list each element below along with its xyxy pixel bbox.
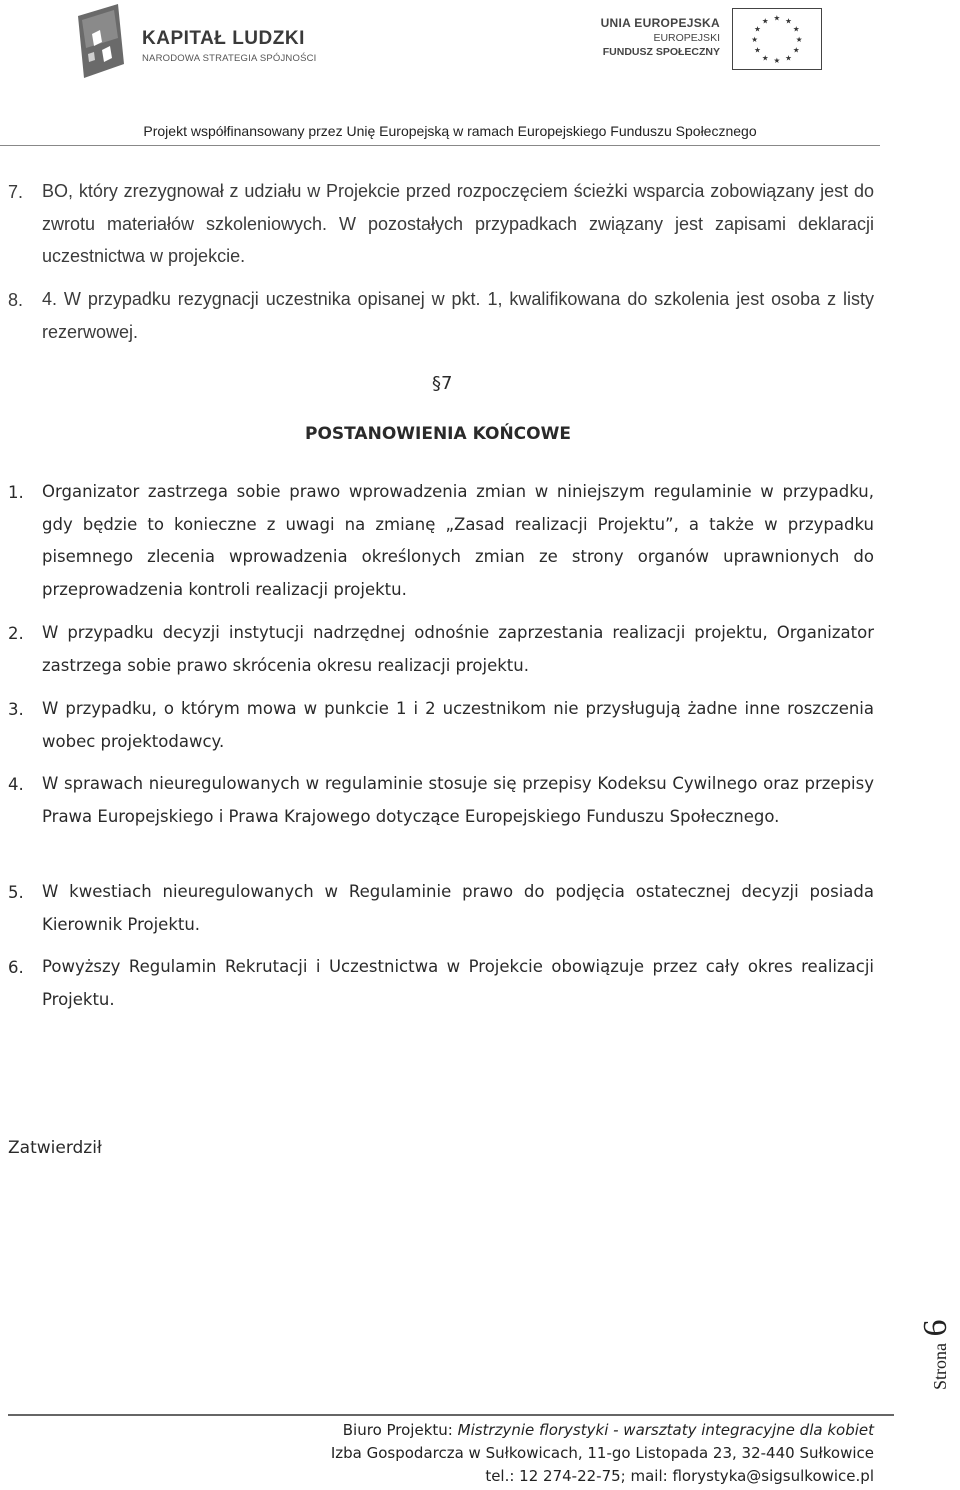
page-header — [0, 0, 960, 150]
svg-text:★: ★ — [785, 53, 793, 63]
svg-text:★: ★ — [795, 34, 803, 44]
footer-office-label: Biuro Projektu: — [342, 1421, 453, 1439]
list-item-number: 8. — [8, 290, 24, 310]
section-title: POSTANOWIENIA KOŃCOWE — [305, 424, 571, 444]
svg-text:★: ★ — [751, 34, 759, 44]
eu-logo-text — [601, 16, 720, 58]
svg-text:★: ★ — [773, 13, 781, 23]
list-item-number: 6. — [8, 958, 24, 977]
svg-text:★: ★ — [754, 24, 762, 34]
eu-logo — [600, 8, 822, 72]
list-item-number: 3. — [8, 700, 24, 719]
svg-text:Strona 6 — [917, 1320, 954, 1391]
kapital-ludzki-logo — [78, 4, 318, 78]
cofinancing-note: Projekt współfinansowany przez Unię Europejską w ramach Europejskiego Funduszu Społecznego — [143, 123, 757, 139]
svg-text:★: ★ — [754, 45, 762, 55]
svg-text:★: ★ — [761, 16, 769, 26]
list-item-text: Powyższy Regulamin Rekrutacji i Uczestnictwa w Projekcie obowiązuje przez cały okres realizacji Projektu. — [42, 957, 874, 1009]
eu-flag-icon — [732, 8, 822, 70]
footer-divider — [8, 1414, 894, 1416]
list-item-text: W przypadku, o którym mowa w punkcie 1 i 2 uczestnikom nie przysługują żadne inne roszczenia wobec projektodawcy. — [42, 699, 874, 751]
eu-logo-line1: UNIA EUROPEJSKA — [600, 16, 720, 30]
list-item-text: Organizator zastrzega sobie prawo wprowadzenia zmian w niniejszym regulaminie w przypadku, gdy będzie to konieczne z uwagi na zmianę „Zasad realizacji Projektu”, a także w przypadku pisemnego zlecenia wprowadzenia określonych zmian ze strony organów uprawnionych do przeprowadzenia kontroli realizacji projektu. — [42, 482, 874, 599]
list-item-number: 5. — [8, 883, 24, 902]
list-item-number: 7. — [8, 182, 24, 202]
list-item-text: BO, który zrezygnował z udziału w Projekcie przed rozpoczęciem ścieżki wsparcia zobowiązany jest do zwrotu materiałów szkoleniowych. W pozostałych przypadkach związany jest zapisami deklaracji uczestnictwa w projekcie. — [42, 181, 874, 266]
header-divider — [0, 145, 880, 146]
page-number-label — [902, 1300, 960, 1400]
eu-logo-line2: EUROPEJSKI — [653, 32, 720, 44]
kapital-ludzki-subtitle: NARODOWA STRATEGIA SPÓJNOŚCI — [142, 53, 317, 64]
footer-contact: tel.: 12 274-22-75; mail: florystyka@sigsulkowice.pl — [485, 1467, 874, 1485]
footer-project-line — [343, 1421, 874, 1439]
svg-text:★: ★ — [761, 53, 769, 63]
svg-text:★: ★ — [792, 24, 800, 34]
list-item-number: 1. — [8, 483, 24, 502]
kapital-ludzki-emblem-icon — [78, 4, 124, 78]
list-item-number: 2. — [8, 624, 24, 643]
list-item-text: W przypadku decyzji instytucji nadrzędnej odnośnie zaprzestania realizacji projektu, Organizator zastrzega sobie prawo skrócenia okresu realizacji projektu. — [42, 623, 874, 675]
svg-text:★: ★ — [773, 56, 781, 66]
kapital-ludzki-title: KAPITAŁ LUDZKI — [142, 28, 305, 49]
eu-logo-line3: FUNDUSZ SPOŁECZNY — [602, 46, 720, 58]
list-item-number: 4. — [8, 775, 24, 794]
approved-label: Zatwierdził — [8, 1138, 102, 1158]
svg-text:★: ★ — [792, 45, 800, 55]
page-label-word: Strona — [930, 1343, 950, 1390]
list-item-text: 4. W przypadku rezygnacji uczestnika opisanej w pkt. 1, kwalifikowana do szkolenia jest osoba z listy rezerwowej. — [42, 289, 874, 342]
footer-address: Izba Gospodarcza w Sułkowicach, 11-go Listopada 23, 32-440 Sułkowice — [330, 1444, 874, 1462]
svg-text:★: ★ — [785, 16, 793, 26]
list-item-text: W sprawach nieuregulowanych w regulaminie stosuje się przepisy Kodeksu Cywilnego oraz przepisy Prawa Europejskiego i Prawa Krajowego dotyczące Europejskiego Funduszu Społecznego. — [42, 774, 874, 826]
footer-project-name: Mistrzynie florystyki - warsztaty integracyjne dla kobiet — [457, 1421, 874, 1439]
list-item-text: W kwestiach nieuregulowanych w Regulaminie prawo do podjęcia ostatecznej decyzji posiada Kierownik Projektu. — [42, 882, 874, 934]
page-label-number: 6 — [917, 1319, 954, 1337]
section-symbol: §7 — [432, 373, 453, 394]
